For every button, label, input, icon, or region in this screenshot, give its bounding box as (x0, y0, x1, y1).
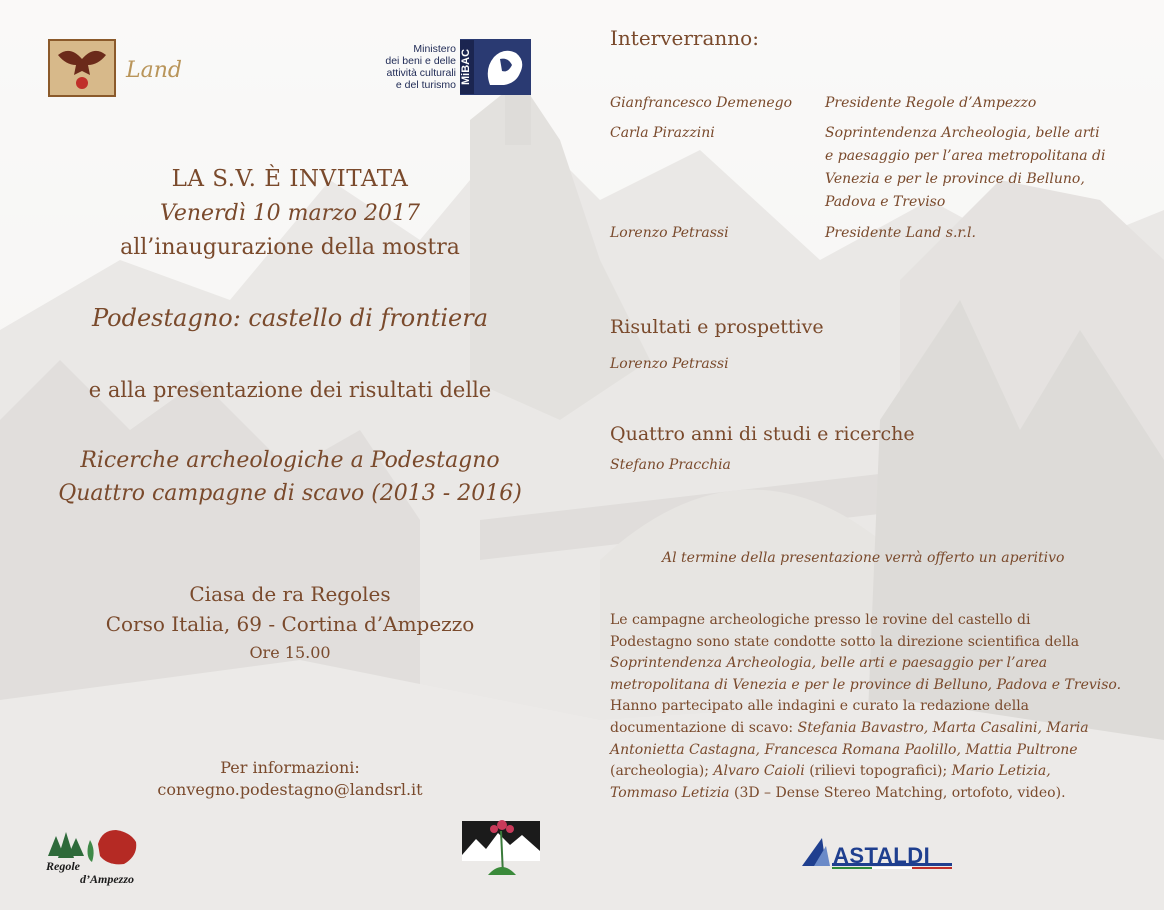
paragraph-line (610, 783, 1140, 805)
mibac-name (356, 43, 456, 91)
speaker-role-line: Venezia e per le province di Belluno, (825, 171, 1085, 187)
section-speaker: Lorenzo Petrassi (610, 356, 729, 372)
speaker-name: Lorenzo Petrassi (610, 225, 729, 241)
regole-line: d’Ampezzo (80, 872, 134, 886)
paragraph-text: documentazione di scavo: (610, 719, 798, 736)
speaker-role-line: Soprintendenza Archeologia, belle arti (825, 125, 1100, 141)
paragraph-line (610, 761, 1140, 783)
speaker-role-line: Presidente Land s.r.l. (825, 225, 976, 241)
section-speaker: Stefano Pracchia (610, 457, 731, 473)
mibac-line: e del turismo (395, 79, 456, 91)
speaker-role-line: Presidente Regole d’Ampezzo (825, 95, 1037, 111)
paragraph-names: Stefania Bavastro, Marta Casalini, Maria (797, 719, 1089, 736)
speaker-role (825, 92, 1036, 115)
mibac-letters: MiBAC (460, 40, 474, 94)
land-label: Land (126, 58, 182, 83)
exhibition-title: Podestagno: castello di frontiera (91, 304, 489, 332)
paragraph-line: metropolitana di Venezia e per le province di Belluno, Padova e Treviso. (610, 676, 1122, 693)
paragraph-line: Antonietta Castagna, Francesca Romana Paolillo, Mattia Pultrone (610, 741, 1078, 758)
paragraph-line: Hanno partecipato alle indagini e curato la redazione della (610, 698, 1030, 715)
mibac-line: Ministero (413, 43, 456, 55)
regole-label (46, 860, 134, 886)
credits-paragraph (610, 610, 1140, 804)
presentation-line: e alla presentazione dei risultati delle (88, 378, 492, 402)
event-date: Venerdì 10 marzo 2017 (159, 201, 420, 226)
speakers-heading: Interverranno: (610, 26, 759, 50)
paragraph-names: Alvaro Caioli (713, 763, 805, 780)
paragraph-names: Tommaso Letizia (610, 784, 730, 801)
astaldi-label: ASTALDI (833, 843, 931, 868)
section-heading: Quattro anni di studi e ricerche (610, 423, 915, 445)
inauguration-line: all’inaugurazione della mostra (120, 235, 460, 260)
event-time: Ore 15.00 (249, 643, 331, 662)
mibac-line: attività culturali (386, 67, 456, 79)
contact-email[interactable]: convegno.podestagno@landsrl.it (157, 780, 423, 799)
paragraph-text: (rilievi topografici); (804, 763, 952, 780)
venue-name: Ciasa de ra Regoles (189, 582, 391, 606)
parco-dolomiti-logo (462, 815, 540, 887)
speaker-name: Gianfrancesco Demenego (610, 95, 793, 111)
regole-line: Regole (46, 859, 80, 873)
mibac-line: dei beni e delle (385, 55, 456, 67)
paragraph-line: Podestagno sono state condotte sotto la direzione scientifica della (610, 633, 1080, 650)
paragraph-text: (3D – Dense Stereo Matching, ortofoto, video). (729, 784, 1066, 801)
venue-address: Corso Italia, 69 - Cortina d’Ampezzo (105, 612, 475, 636)
speaker-role (825, 122, 1105, 214)
speaker-role (825, 222, 976, 245)
info-label: Per informazioni: (220, 758, 360, 777)
paragraph-text: (archeologia); (610, 763, 714, 780)
eagle-emblem-icon (50, 41, 114, 95)
speaker-role-line: Padova e Treviso (825, 194, 946, 210)
speaker-role-line: e paesaggio per l’area metropolitana di (825, 148, 1106, 164)
paragraph-line (610, 718, 1140, 740)
invitation-heading: LA S.V. È INVITATA (171, 166, 409, 192)
research-title-line2: Quattro campagne di scavo (2013 - 2016) (58, 481, 522, 506)
paragraph-names: Mario Letizia, (951, 763, 1051, 780)
paragraph-line: Soprintendenza Archeologia, belle arti e paesaggio per l’area (610, 655, 1048, 672)
closing-note: Al termine della presentazione verrà offerto un aperitivo (662, 550, 1065, 566)
section-heading: Risultati e prospettive (610, 316, 824, 338)
speaker-name: Carla Pirazzini (610, 125, 715, 141)
paragraph-line: Le campagne archeologiche presso le rovine del castello di (610, 612, 1031, 628)
land-logo (48, 39, 116, 97)
research-title-line1: Ricerche archeologiche a Podestagno (80, 448, 500, 473)
